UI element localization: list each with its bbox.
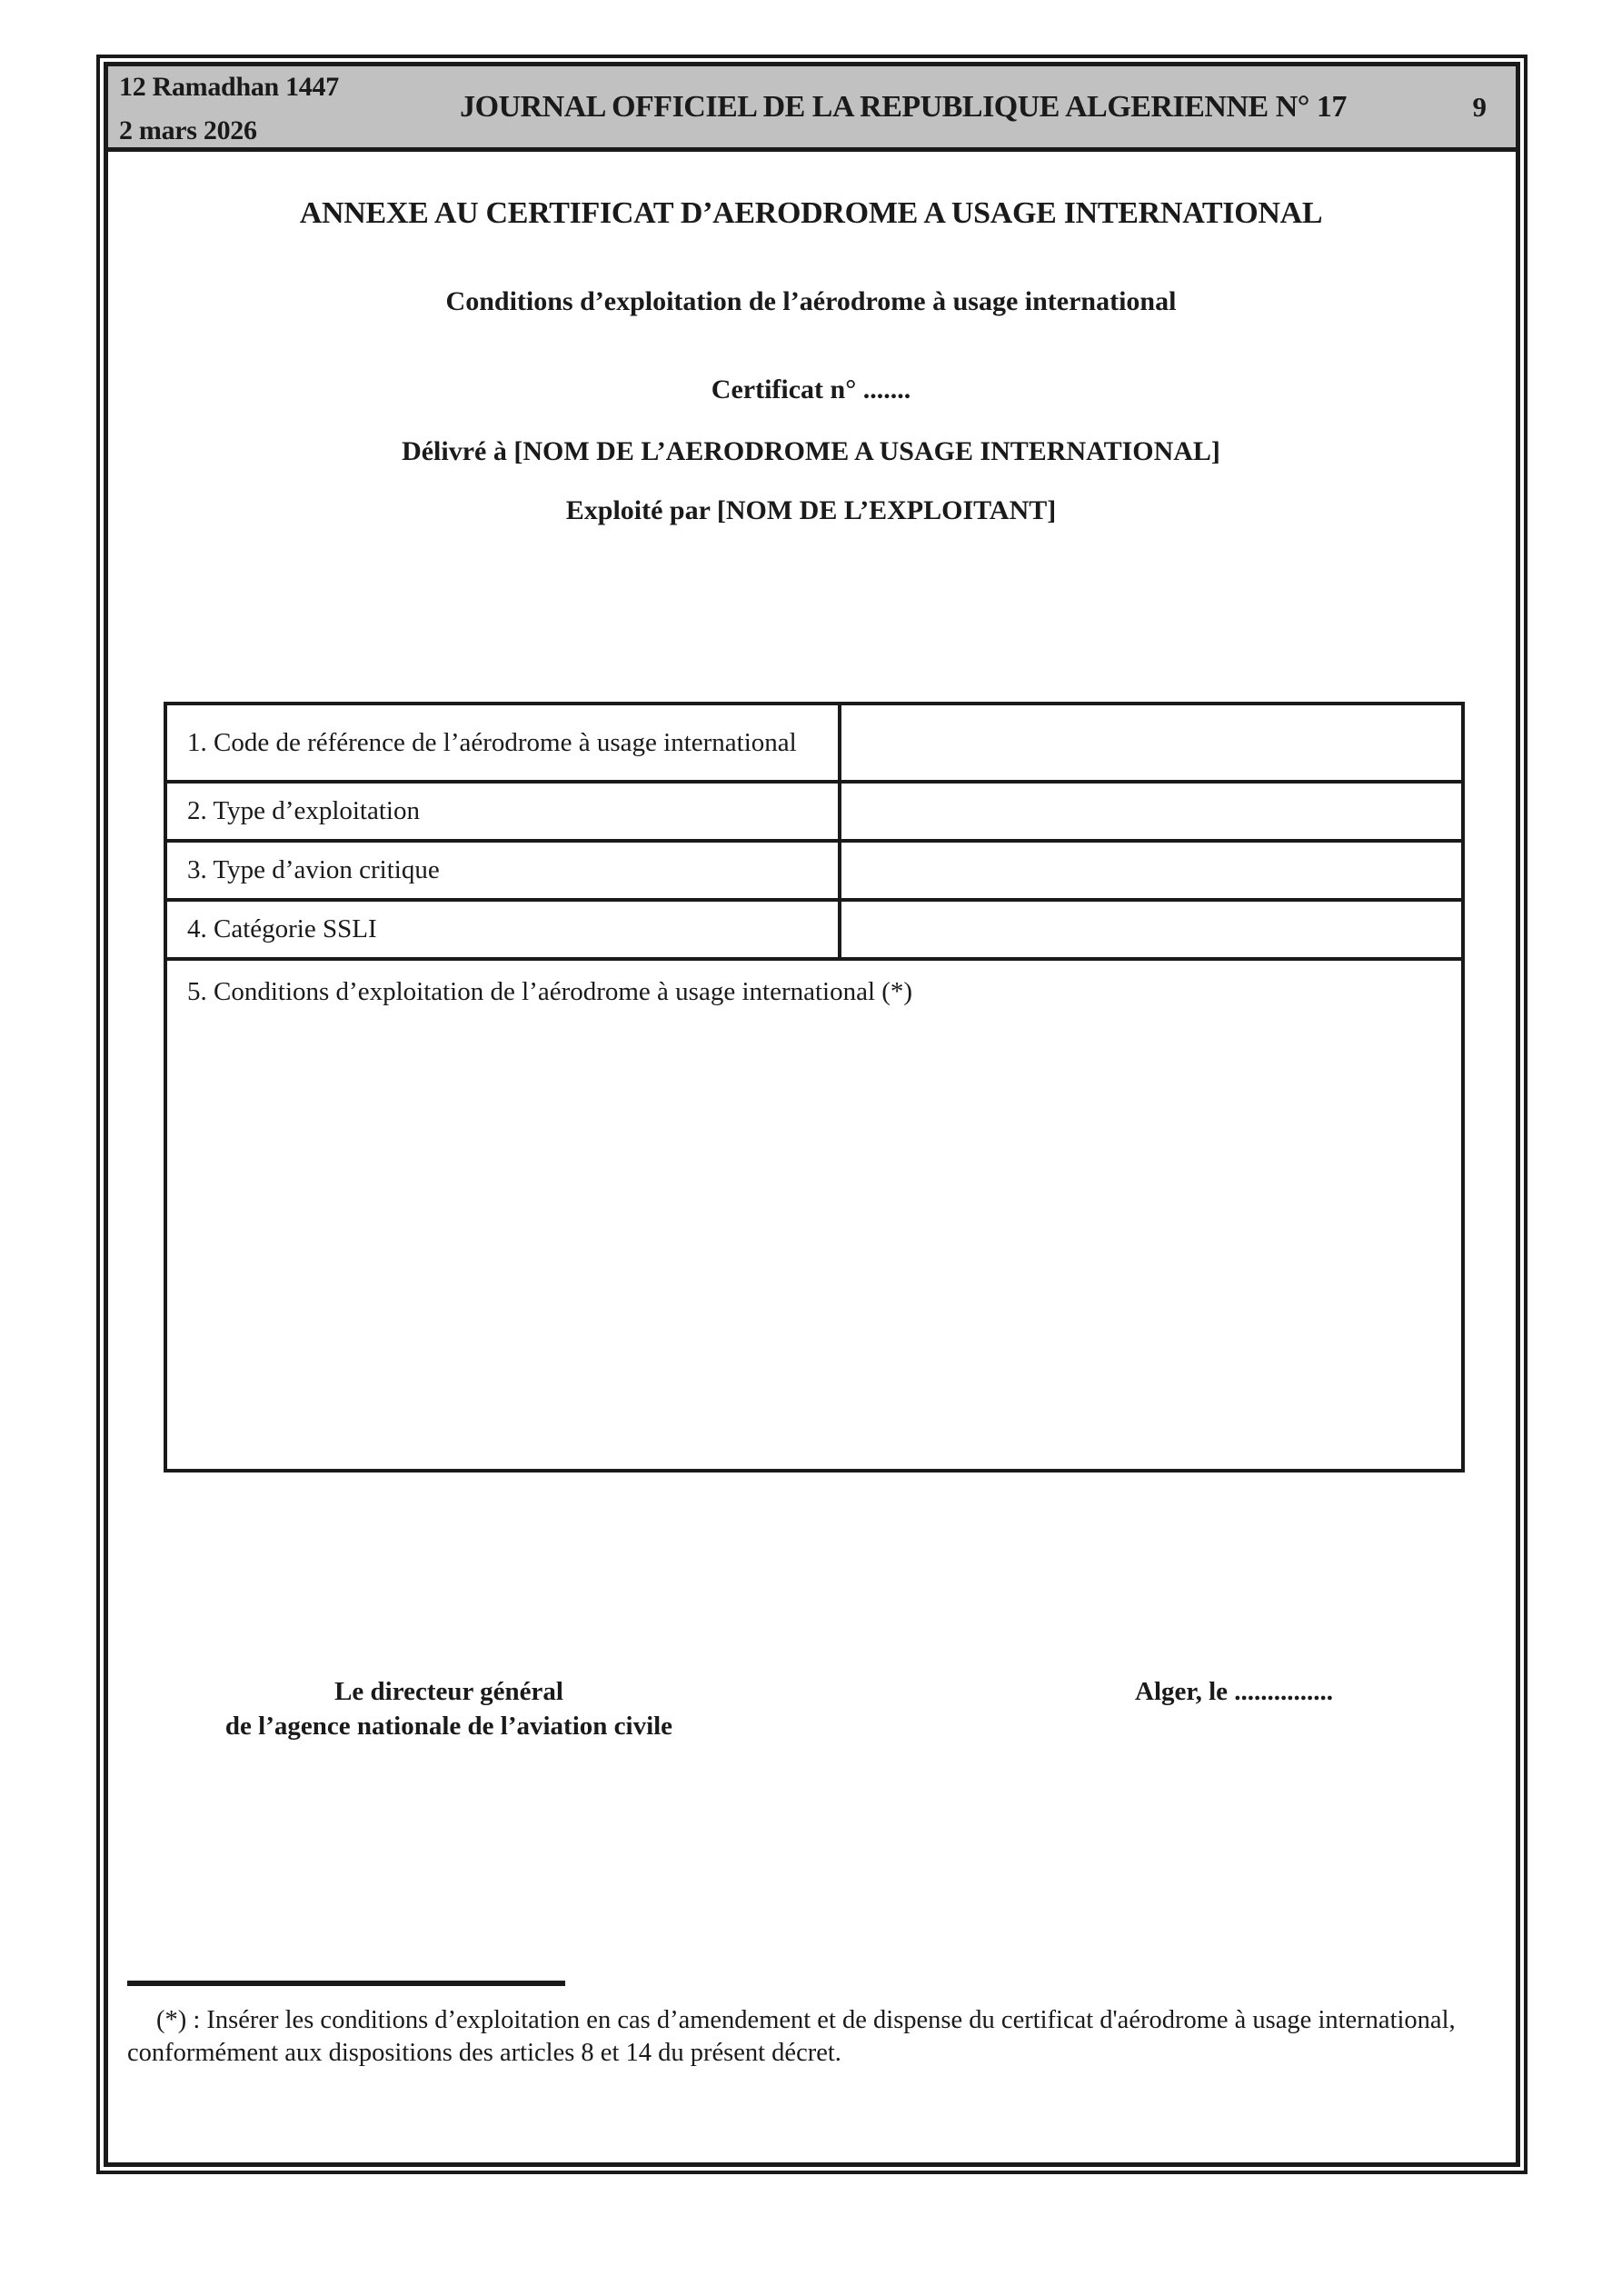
footnote xyxy=(127,2004,1505,2070)
table-value-cell xyxy=(841,843,1461,898)
table-row xyxy=(167,902,1461,961)
footnote-rule xyxy=(127,1981,565,1986)
annex-title: ANNEXE AU CERTIFICAT D’AERODROME A USAGE INTERNATIONAL xyxy=(299,196,1323,230)
operated-by-line: Exploité par [NOM DE L’EXPLOITANT] xyxy=(565,495,1057,525)
page-number: 9 xyxy=(1472,90,1487,123)
footnote-line2: conformément aux dispositions des articles 8 et 14 du présent décret. xyxy=(127,2039,841,2067)
table-conditions-row: 5. Conditions d’exploitation de l’aérodrome à usage international (*) xyxy=(187,977,913,1006)
signature-block xyxy=(208,1674,690,1743)
table-row-label: 1. Code de référence de l’aérodrome à usage international xyxy=(167,705,841,780)
journal-header-banner xyxy=(108,66,1516,152)
table-value-cell xyxy=(841,784,1461,839)
signature-title-line2: de l’agence nationale de l’aviation civile xyxy=(224,1712,673,1741)
header-dates xyxy=(119,65,339,153)
journal-title: JOURNAL OFFICIEL DE LA REPUBLIQUE ALGERIENNE N° 17 xyxy=(460,89,1347,124)
date-gregorian: 2 mars 2026 xyxy=(119,115,257,145)
place-date-line: Alger, le ............... xyxy=(1135,1677,1334,1706)
table-row-label: 4. Catégorie SSLI xyxy=(167,902,841,957)
table-value-cell xyxy=(841,902,1461,957)
date-hijri: 12 Ramadhan 1447 xyxy=(119,72,339,102)
table-value-cell xyxy=(841,705,1461,780)
table-row xyxy=(167,843,1461,902)
delivered-to-line: Délivré à [NOM DE L’AERODROME A USAGE INTERNATIONAL] xyxy=(402,436,1220,466)
certificate-number-line: Certificat n° ....... xyxy=(711,374,911,404)
table-row xyxy=(167,705,1461,784)
footnote-line1: (*) : Insérer les conditions d’exploitation en cas d’amendement et de dispense du certificat d'aérodrome à usage international, xyxy=(156,2006,1456,2034)
table-row-label: 3. Type d’avion critique xyxy=(167,843,841,898)
table-row-label: 2. Type d’exploitation xyxy=(167,784,841,839)
annex-subtitle: Conditions d’exploitation de l’aérodrome à usage international xyxy=(445,286,1177,316)
certificate-conditions-table xyxy=(164,702,1465,1472)
signature-title-line1: Le directeur général xyxy=(334,1677,563,1706)
table-row xyxy=(167,784,1461,843)
